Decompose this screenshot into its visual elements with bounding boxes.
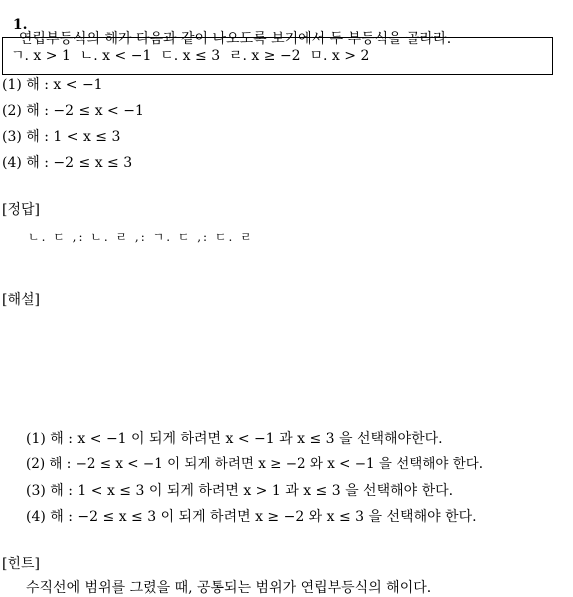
choices-text: ㄱ. x > 1 ㄴ. x < −1 ㄷ. x ≤ 3 ㄹ. x ≥ −2 ㅁ. x > 2: [11, 48, 370, 64]
explanation-line-4: (4) 해 : −2 ≤ x ≤ 3 이 되게 하려면 x ≥ −2 와 x ≤ 3 을 선택해야 한다.: [26, 509, 477, 525]
answer-label: [정답]: [2, 202, 40, 218]
hint-label: [힌트]: [2, 556, 40, 572]
explanation-line-1: (1) 해 : x < −1 이 되게 하려면 x < −1 과 x ≤ 3 을 선택해야한다.: [26, 431, 443, 447]
answer-text: ㄴ. ㄷ ,: ㄴ. ㄹ ,: ㄱ. ㄷ ,: ㄷ. ㄹ: [28, 230, 254, 244]
explanation-line-3: (3) 해 : 1 < x ≤ 3 이 되게 하려면 x > 1 과 x ≤ 3 을 선택해야 한다.: [26, 483, 454, 499]
problem-number: 1.: [12, 17, 28, 33]
item-1: (1) 해 : x < −1: [2, 77, 103, 93]
problem-question: 연립부등식의 해가 다음과 같이 나오도록 보기에서 두 부등식을 골라라.: [18, 31, 452, 47]
item-3: (3) 해 : 1 < x ≤ 3: [2, 129, 121, 145]
choices-box: [2, 37, 553, 75]
item-4: (4) 해 : −2 ≤ x ≤ 3: [2, 155, 133, 171]
hint-text: 수직선에 범위를 그렸을 때, 공통되는 범위가 연립부등식의 해이다.: [26, 580, 432, 596]
explanation-label: [해설]: [2, 292, 40, 308]
explanation-line-2: (2) 해 : −2 ≤ x < −1 이 되게 하려면 x ≥ −2 와 x < −1 을 선택해야 한다.: [26, 456, 484, 472]
item-2: (2) 해 : −2 ≤ x < −1: [2, 103, 144, 119]
